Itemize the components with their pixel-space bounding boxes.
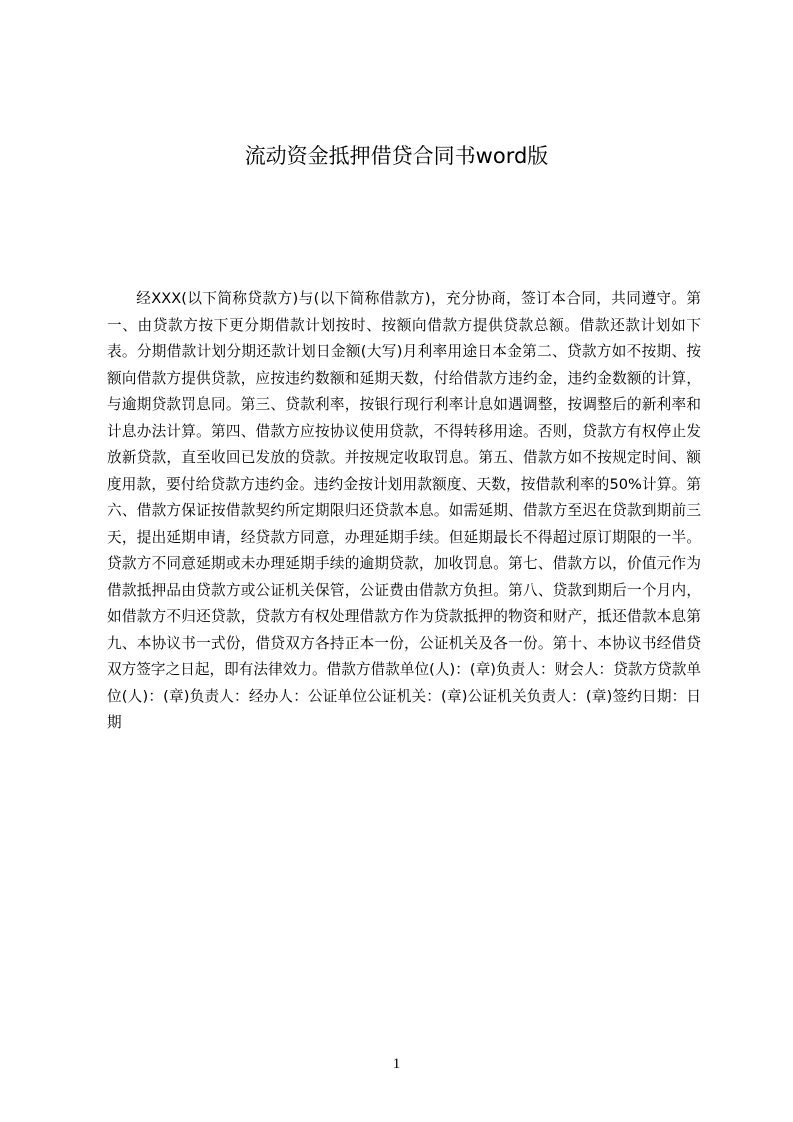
page-number: 1 [392,1056,401,1072]
contract-body-text: 经XXX(以下简称贷款方)与(以下简称借款方)，充分协商，签订本合同，共同遵守。第一、由贷款方按下更分期借款计划按时、按额向借款方提供贷款总额。借款还款计划如下表。分期借款计划分期还款计划日金额(大写)月利率用途日本金第二、贷款方如不按期、按额向借款方提供贷款，应按违约数额和延期天数，付给借款方违约金，违约金数额的计算，与逾期贷款罚息同。第三、贷款利率，按银行现行利率计息如遇调整，按调整后的新利率和计息办法计算。第四、借款方应按协议使用贷款，不得转移用途。否则，贷款方有权停止发放新贷款，直至收回已发放的贷款。并按规定收取罚息。第五、借款方如不按规定时间、额度用款，要付给贷款方违约金。违约金按计划用款额度、天数，按借款利率的50%计算。第六、借款方保证按借款契约所定期限归还贷款本息。如需延期、借款方至迟在贷款到期前三天，提出延期申请，经贷款方同意，办理延期手续。但延期最长不得超过原订期限的一半。贷款方不同意延期或未办理延期手续的逾期贷款，加收罚息。第七、借款方以，价值元作为借款抵押品由贷款方或公证机关保管，公证费由借款方负担。第八、贷款到期后一个月内，如借款方不归还贷款，贷款方有权处理借款方作为贷款抵押的物资和财产，抵还借款本息第九、本协议书一式份，借贷双方各持正本一份，公证机关及各一份。第十、本协议书经借贷双方签字之日起，即有法律效力。借款方借款单位(人)：(章)负责人：财会人：贷款方贷款单位(人)：(章)负责人：经办人：公证单位公证机关：(章)公证机关负责人：(章)签约日期：日期 [107,290,701,731]
document-title: 流动资金抵押借贷合同书word版 [244,144,549,168]
